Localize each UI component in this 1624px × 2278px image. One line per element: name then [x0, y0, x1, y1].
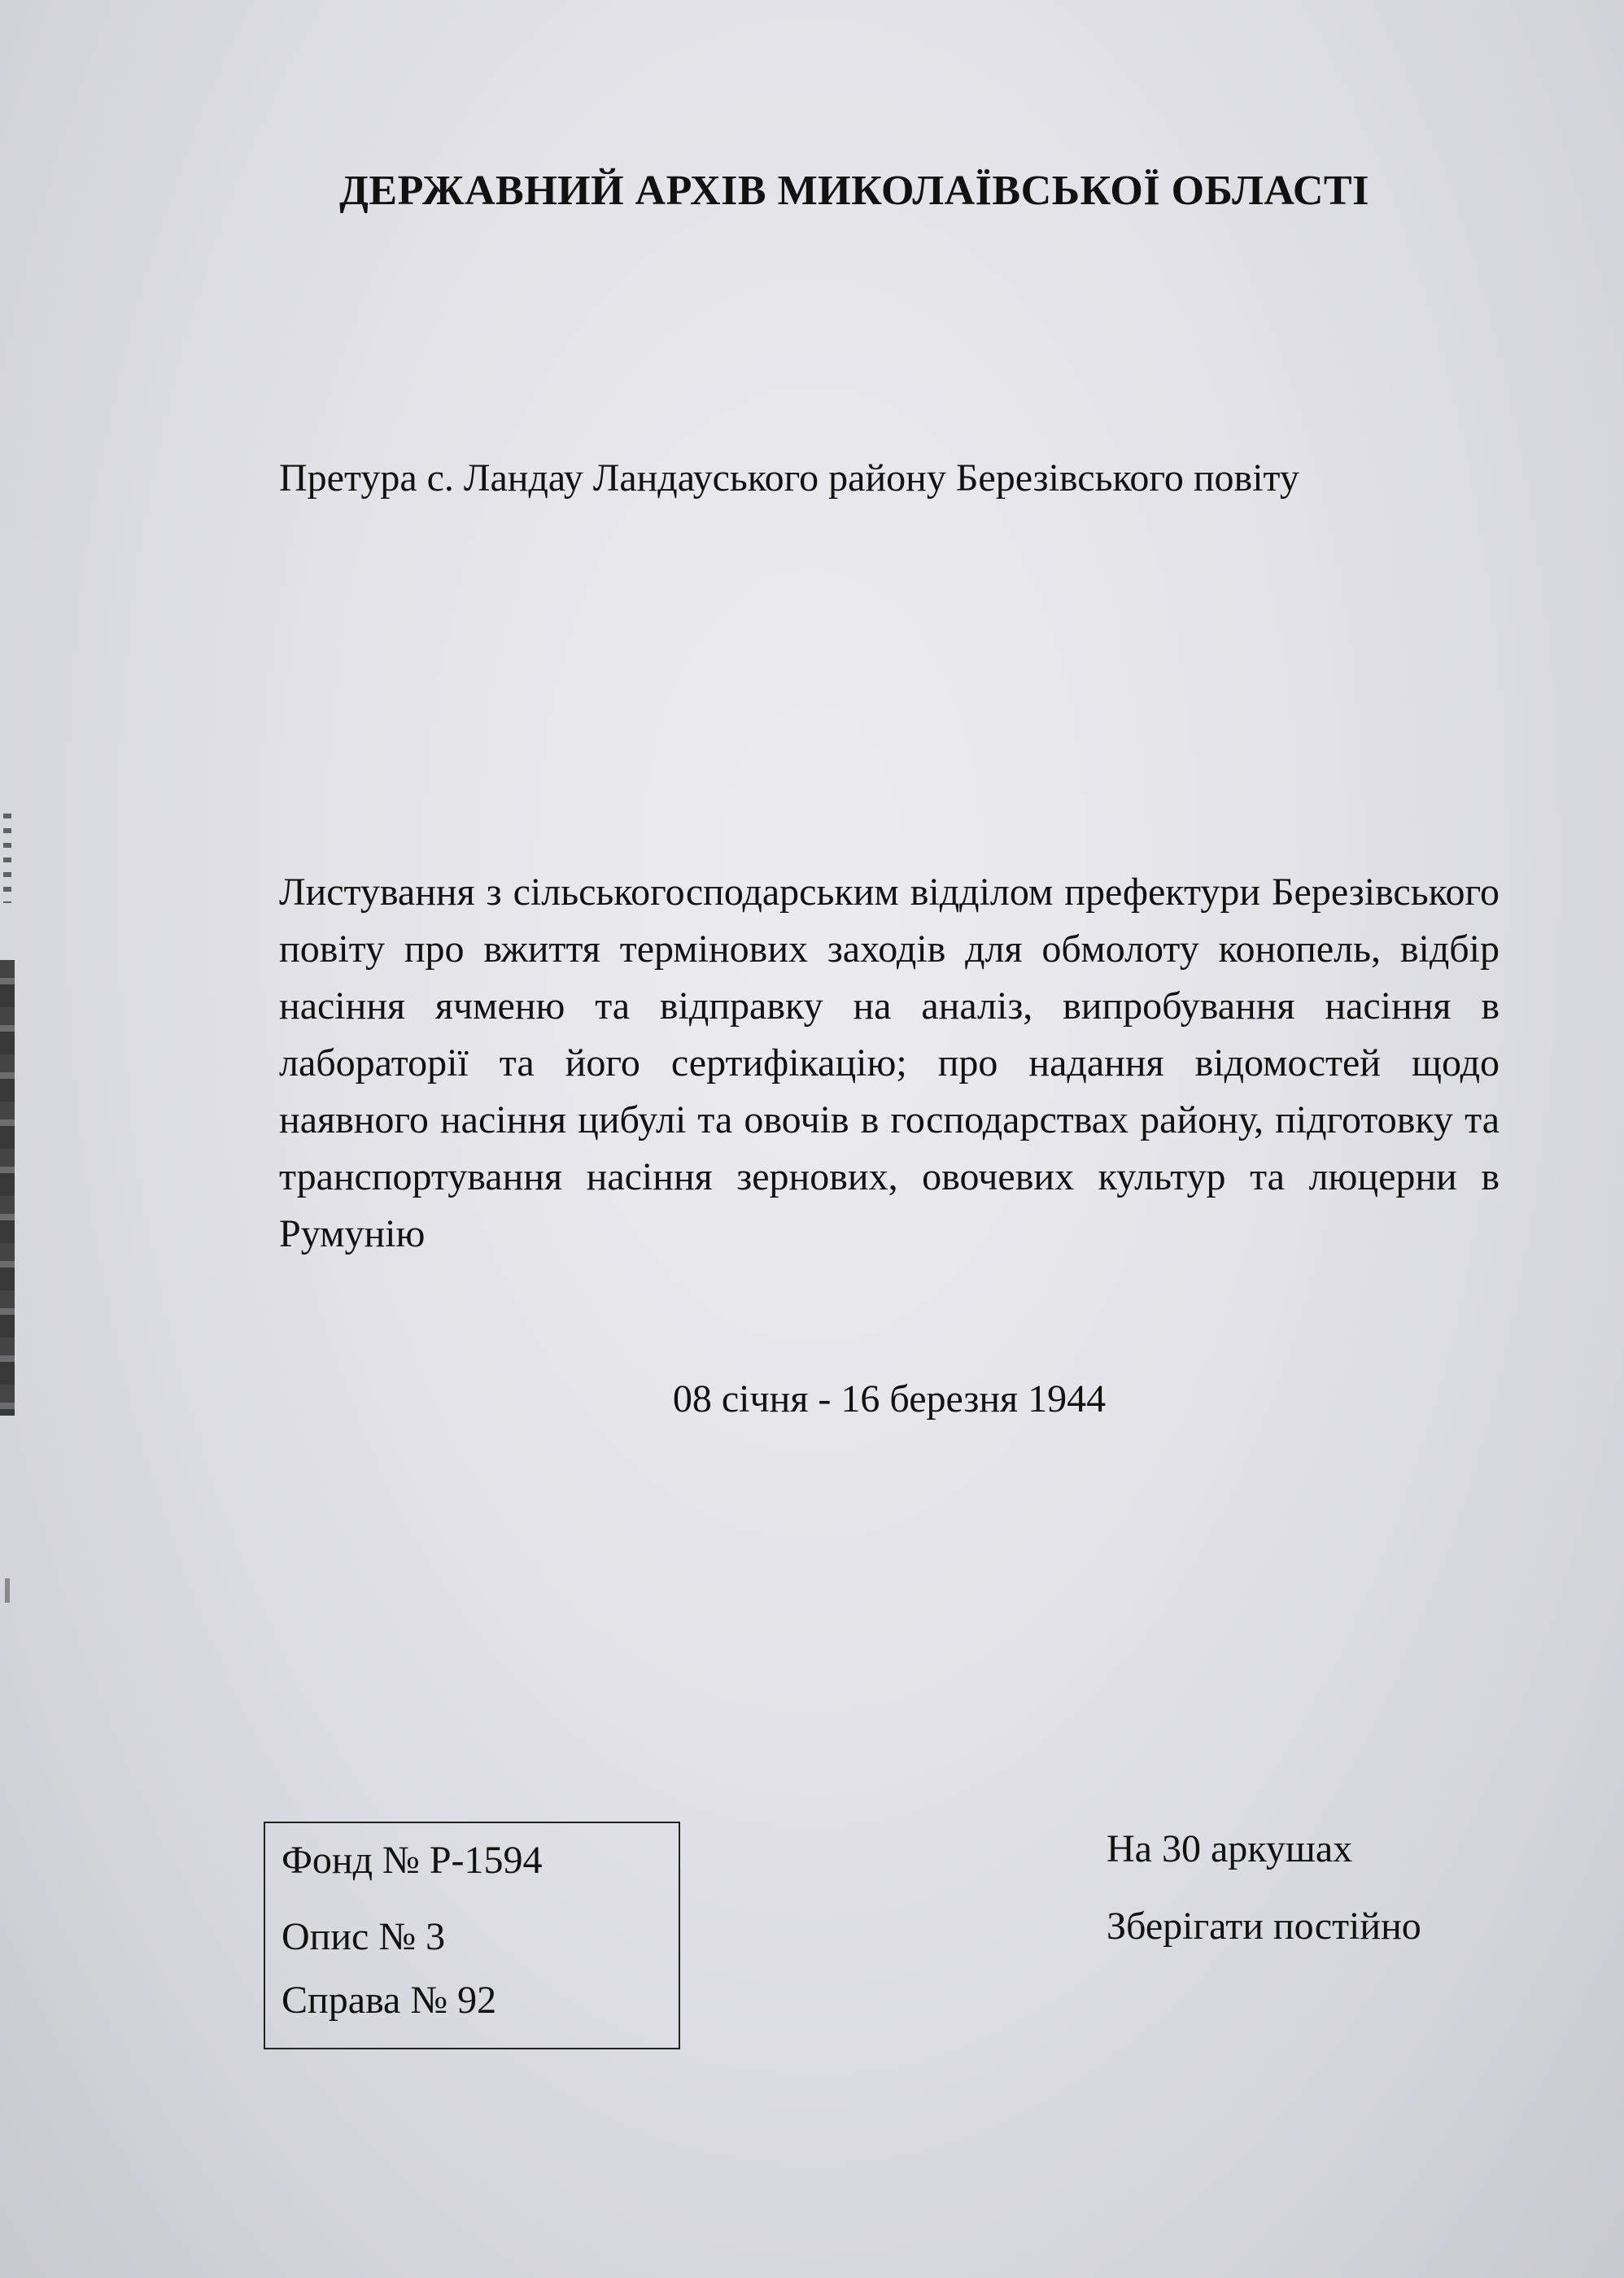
case-description: Листування з сільськогосподарським відділом префектури Березівського повіту про вжиття термінових заходів для обмолоту конопель, відбір насіння ячменю та відправку на аналіз, випробування насіння в лабораторії та його сертифікацію; про надання відомостей щодо наявного насіння цибулі та овочів в господарствах району, підготовку та транспортування насіння зернових, овочевих культур та люцерни в Румунію — [279, 871, 1500, 1255]
sprava-number: Справа № 92 — [282, 1979, 497, 2022]
binding-edge-mark — [5, 1578, 10, 1603]
binding-edge-mark — [3, 814, 11, 903]
institution-name: Претура с. Ландау Ландауського району Березівського повіту — [279, 456, 1299, 500]
opys-number: Опис № 3 — [282, 1915, 446, 1958]
fond-number: Фонд № Р-1594 — [282, 1839, 543, 1882]
archive-reference-box — [264, 1822, 680, 2049]
binding-edge-shadow — [0, 960, 15, 1416]
date-range: 08 січня - 16 березня 1944 — [672, 1377, 1107, 1420]
storage-term: Зберігати постійно — [1107, 1905, 1421, 1948]
archive-title: ДЕРЖАВНИЙ АРХІВ МИКОЛАЇВСЬКОЇ ОБЛАСТІ — [339, 168, 1369, 214]
sheet-count: На 30 аркушах — [1107, 1827, 1353, 1870]
